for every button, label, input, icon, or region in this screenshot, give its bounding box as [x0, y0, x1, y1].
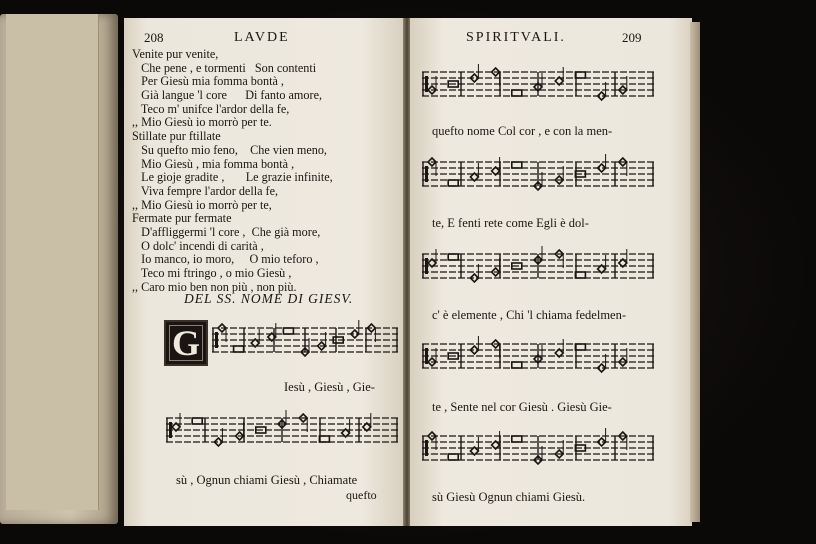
left-page-number: 208 [144, 30, 164, 45]
right-page [410, 18, 692, 526]
verse-line: Per Giesù mia fomma bontà , [132, 74, 284, 89]
verse-line: Venite pur venite, [132, 47, 219, 61]
lyric-line: Iesù , Giesù , Gie- [284, 380, 375, 394]
verse-line: Viva fempre l'ardor della fe, [132, 183, 279, 198]
verse-line: Che pene , e tormenti Son contenti [132, 60, 317, 75]
verse-line: Fermate pur fermate [132, 211, 232, 226]
book-right-page-edges [690, 22, 700, 522]
right-running-head: SPIRITVALI. [466, 30, 566, 45]
left-page [124, 18, 404, 526]
verse-line: D'affliggermi 'l core , Che già more, [132, 224, 321, 239]
music-staff-3 [422, 64, 654, 112]
lyric-line: sù , Ognun chiami Giesù , Chiamate [176, 473, 358, 487]
verse-line: ,, Caro mio ben non più , non più. [132, 279, 297, 294]
music-staff-4 [422, 154, 654, 202]
decorated-initial: G [164, 320, 208, 366]
verse-line: Teco mi ftringo , o mio Giesù , [132, 266, 292, 280]
hymn-verses [132, 48, 400, 294]
verse-line: Le gioje gradite , Le grazie infinite, [132, 170, 333, 185]
music-staff-6 [422, 336, 654, 384]
left-running-head: LAVDE [234, 30, 290, 45]
music-staff-7 [422, 428, 654, 476]
lyric-line: c' è elemente , Chi 'l chiama fedelmen- [432, 308, 627, 322]
lyric-line: te , Sente nel cor Giesù . Giesù Gie- [432, 400, 612, 414]
verse-line: Io manco, io moro, O mio teforo , [132, 252, 319, 267]
lyric-line: quefto nome Col cor , e con la men- [432, 124, 613, 138]
section-title: DEL SS. NOME DI GIESV. [184, 291, 354, 306]
music-staff-1 [212, 320, 398, 368]
verse-line: Stillate pur ftillate [132, 129, 221, 144]
lyric-line: te, E fenti rete come Egli è dol- [432, 216, 589, 230]
book-left-cover [6, 14, 99, 510]
verse-line: O dolc' incendi di carità , [132, 238, 264, 253]
music-staff-5 [422, 246, 654, 294]
catchword: quefto [346, 488, 377, 502]
verse-line: Su quefto mio feno, Che vien meno, [132, 142, 327, 157]
verse-line: Mio Giesù , mia fomma bontà , [132, 156, 295, 171]
lyric-line: sù Giesù Ognun chiami Giesù. [432, 490, 586, 504]
verse-line: ,, Mio Giesù io morrò per te. [132, 115, 272, 130]
verse-line: Teco m' unifce l'ardor della fe, [132, 101, 290, 116]
verse-line: ,, Mio Giesù io morrò per te, [132, 197, 272, 212]
verse-line: Già langue 'l core Di fanto amore, [132, 88, 323, 103]
music-staff-2 [166, 410, 398, 458]
right-page-number: 209 [622, 30, 642, 45]
